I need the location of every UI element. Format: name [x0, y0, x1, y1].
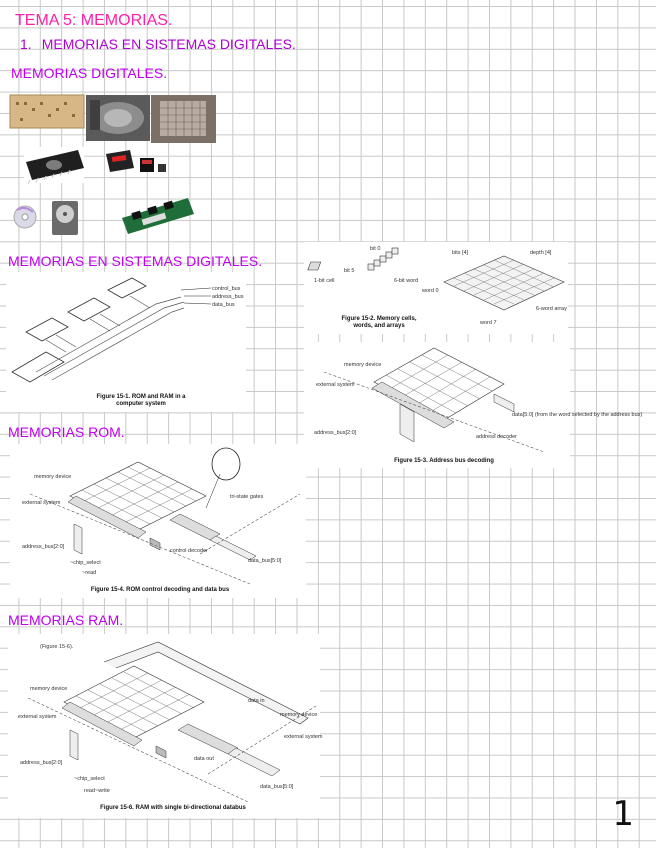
figure-15-1 — [6, 272, 246, 412]
figure-15-4 — [10, 444, 306, 598]
fig5-label-external-right: external system — [284, 734, 323, 740]
fig2-caption — [334, 316, 424, 330]
fig2-label-array: 6-word array — [536, 306, 567, 312]
fig5-label-memory-right: memory device — [280, 712, 318, 718]
fig4-caption: Figure 15-4. ROM control decoding and data bus — [90, 587, 230, 593]
rom-ram-system-diagram — [6, 272, 246, 390]
cd-disc-photo — [14, 206, 36, 228]
fig5-label-data-out: data out — [194, 756, 214, 762]
fig5-label-address-bus: address_bus[2:0] — [20, 760, 63, 766]
punched-tape-photo — [10, 95, 84, 128]
fig4-label-tristate: tri-state gates — [230, 494, 264, 500]
memory-cards-photo — [106, 150, 166, 172]
ram-databus-diagram — [8, 634, 323, 802]
address-decoding-diagram — [304, 342, 643, 452]
core-memory-photo — [151, 95, 216, 143]
heading-number: 1. — [20, 36, 32, 52]
fig4-label-address-bus: address_bus[2:0] — [22, 544, 65, 550]
fig1-label-control: control_bus — [212, 286, 241, 292]
hard-disk-photo — [52, 201, 78, 235]
fig2-caption-line-1: Figure 15-2. Memory cells, — [341, 316, 417, 322]
fig2-caption-line-2: words, and arrays — [353, 323, 405, 329]
page-title: TEMA 5: MEMORIAS. — [15, 12, 173, 29]
ram-module-photo — [122, 198, 194, 234]
fig3-caption: Figure 15-3. Address bus decoding — [394, 458, 494, 464]
fig2-label-cell: 1-bit cell — [314, 278, 335, 284]
fig1-caption-line-1: Figure 15-1. ROM and RAM in a — [96, 394, 186, 400]
fig4-label-control: control decoder — [170, 548, 208, 554]
fig4-label-external: external system — [22, 500, 61, 506]
section-ram-title: MEMORIAS RAM. — [8, 612, 124, 628]
fig4-label-data-bus: data_bus[5:0] — [248, 558, 282, 564]
fig3-label-external: external system — [316, 382, 355, 388]
fig2-label-depth: depth [4] — [530, 250, 552, 256]
fig5-label-memory-left: memory device — [30, 686, 68, 692]
fig3-label-memory: memory device — [344, 362, 382, 368]
fig3-label-address-bus: address_bus[2:0] — [314, 430, 357, 436]
fig5-label-read-write: read~write — [84, 788, 110, 794]
fig2-label-word7: word 7 — [480, 320, 497, 326]
fig2-label-word: 6-bit word — [394, 278, 419, 284]
section-digitales-title: MEMORIAS DIGITALES. — [11, 65, 168, 81]
fig2-label-bit5: bit 5 — [344, 268, 355, 274]
fig5-label-data-bus: data_bus[5:0] — [260, 784, 294, 790]
fig2-label-bits: bits [4] — [452, 250, 469, 256]
fig1-caption — [86, 394, 196, 408]
memory-devices-photos — [8, 92, 218, 242]
fig2-label-bit0: bit 0 — [370, 246, 381, 252]
magnetic-drum-photo — [86, 95, 150, 141]
section-rom-title: MEMORIAS ROM. — [8, 424, 125, 440]
fig3-label-data: data[5:0] (from the word selected by the address bus) — [512, 412, 643, 418]
fig2-label-word0: word 0 — [422, 288, 439, 294]
fig5-top-note: (Figure 15-6). — [40, 644, 74, 650]
section-sistemas-title: MEMORIAS EN SISTEMAS DIGITALES. — [8, 253, 263, 269]
eprom-chip-photo — [24, 147, 84, 184]
figure-15-2 — [304, 242, 568, 334]
fig1-label-address: address_bus — [212, 294, 244, 300]
heading-text: MEMORIAS EN SISTEMAS DIGITALES. — [41, 36, 296, 52]
fig4-label-chip-select: ~chip_select — [70, 560, 101, 566]
fig5-caption: Figure 15-6. RAM with single bi-directional databus — [100, 805, 246, 811]
rom-control-diagram — [10, 444, 306, 584]
fig1-label-data: data_bus — [212, 302, 235, 308]
fig4-label-memory: memory device — [34, 474, 72, 480]
section-heading — [20, 36, 296, 52]
figure-15-6 — [8, 634, 323, 818]
fig5-label-external-left: external system — [18, 714, 57, 720]
page-number: 1 — [612, 794, 634, 834]
fig4-label-read: ~read — [82, 570, 97, 576]
fig3-label-decoder: address decoder — [476, 434, 517, 440]
fig5-label-chip-select: ~chip_select — [74, 776, 105, 782]
fig1-caption-line-2: computer system — [116, 401, 166, 407]
figure-15-3 — [304, 342, 643, 468]
fig5-label-data-in: data in — [248, 698, 265, 704]
